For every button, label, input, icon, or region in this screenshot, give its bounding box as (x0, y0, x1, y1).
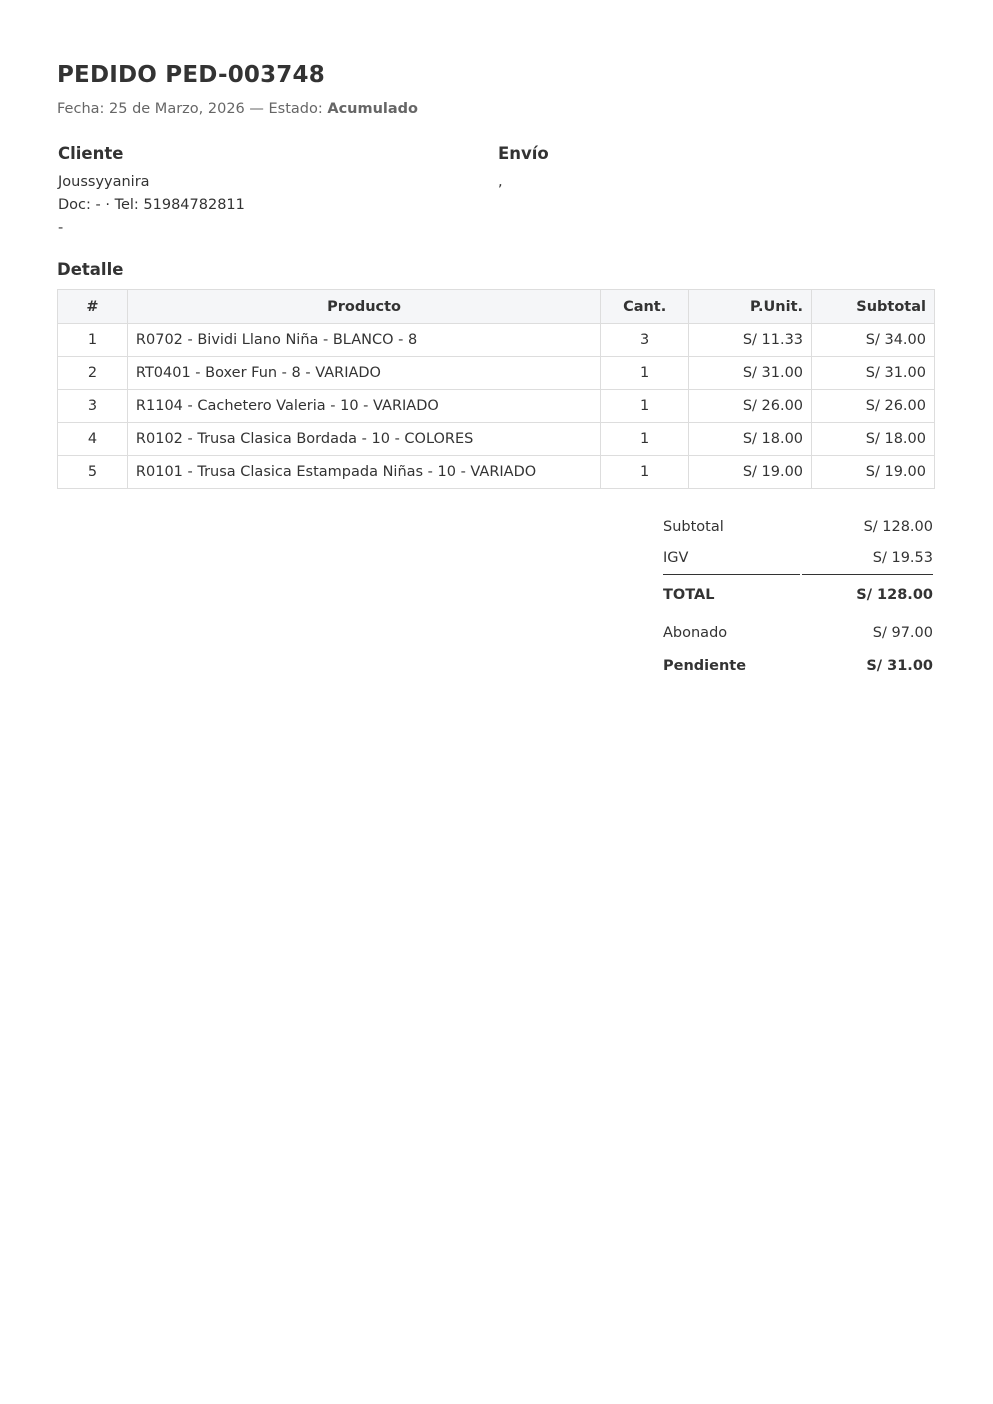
igv-value: S/ 19.53 (872, 550, 933, 566)
client-name: Joussyyanira (58, 174, 150, 190)
row-quantity: 3 (601, 324, 689, 357)
client-doc-phone: Doc: - · Tel: 51984782811 (58, 197, 245, 213)
row-number: 3 (58, 390, 128, 423)
table-row (58, 324, 935, 357)
row-unit-price: S/ 26.00 (689, 390, 812, 423)
row-subtotal: S/ 18.00 (812, 423, 935, 456)
row-product: R0702 - Bividi Llano Niña - BLANCO - 8 (127, 324, 600, 357)
row-quantity: 1 (601, 390, 689, 423)
pending-value: S/ 31.00 (866, 658, 933, 674)
row-product: R0101 - Trusa Clasica Estampada Niñas - 10 - VARIADO (127, 456, 600, 489)
total-divider-right (802, 574, 933, 575)
paid-label: Abonado (663, 625, 728, 641)
totals-subtotal-row (663, 519, 933, 541)
client-heading: Cliente (58, 144, 124, 163)
order-status: Acumulado (327, 101, 419, 117)
column-header-unit-price: P.Unit. (689, 290, 812, 324)
paid-value: S/ 97.00 (872, 625, 933, 641)
subtotal-label: Subtotal (663, 519, 724, 535)
row-number: 1 (58, 324, 128, 357)
row-unit-price: S/ 11.33 (689, 324, 812, 357)
totals-igv-row (663, 550, 933, 572)
total-label: TOTAL (663, 587, 715, 603)
shipping-heading: Envío (498, 144, 549, 163)
igv-label: IGV (663, 550, 689, 566)
column-header-quantity: Cant. (601, 290, 689, 324)
row-product: R0102 - Trusa Clasica Bordada - 10 - COLORES (127, 423, 600, 456)
row-number: 5 (58, 456, 128, 489)
page-title: PEDIDO PED-003748 (57, 62, 325, 88)
order-items-table (57, 289, 935, 489)
row-subtotal: S/ 34.00 (812, 324, 935, 357)
row-number: 4 (58, 423, 128, 456)
row-subtotal: S/ 19.00 (812, 456, 935, 489)
row-unit-price: S/ 18.00 (689, 423, 812, 456)
table-row (58, 390, 935, 423)
order-date: Fecha: 25 de Marzo, 2026 — Estado: (57, 101, 328, 117)
total-divider-left (663, 574, 800, 575)
column-header-number: # (58, 290, 128, 324)
totals-paid-row (663, 625, 933, 647)
table-row (58, 456, 935, 489)
table-header-row (58, 290, 935, 324)
row-quantity: 1 (601, 357, 689, 390)
subtotal-value: S/ 128.00 (863, 519, 933, 535)
row-quantity: 1 (601, 423, 689, 456)
totals-total-row (663, 587, 933, 609)
row-product: RT0401 - Boxer Fun - 8 - VARIADO (127, 357, 600, 390)
pending-label: Pendiente (663, 658, 747, 674)
detail-heading: Detalle (57, 260, 124, 279)
column-header-product: Producto (127, 290, 600, 324)
row-number: 2 (58, 357, 128, 390)
column-header-subtotal: Subtotal (812, 290, 935, 324)
order-meta (57, 101, 418, 117)
row-quantity: 1 (601, 456, 689, 489)
table-row (58, 357, 935, 390)
row-product: R1104 - Cachetero Valeria - 10 - VARIADO (127, 390, 600, 423)
total-value: S/ 128.00 (856, 587, 933, 603)
client-extra: - (58, 220, 64, 236)
row-unit-price: S/ 31.00 (689, 357, 812, 390)
row-subtotal: S/ 31.00 (812, 357, 935, 390)
totals-pending-row (663, 658, 933, 680)
shipping-address: , (498, 174, 503, 190)
row-unit-price: S/ 19.00 (689, 456, 812, 489)
row-subtotal: S/ 26.00 (812, 390, 935, 423)
table-row (58, 423, 935, 456)
